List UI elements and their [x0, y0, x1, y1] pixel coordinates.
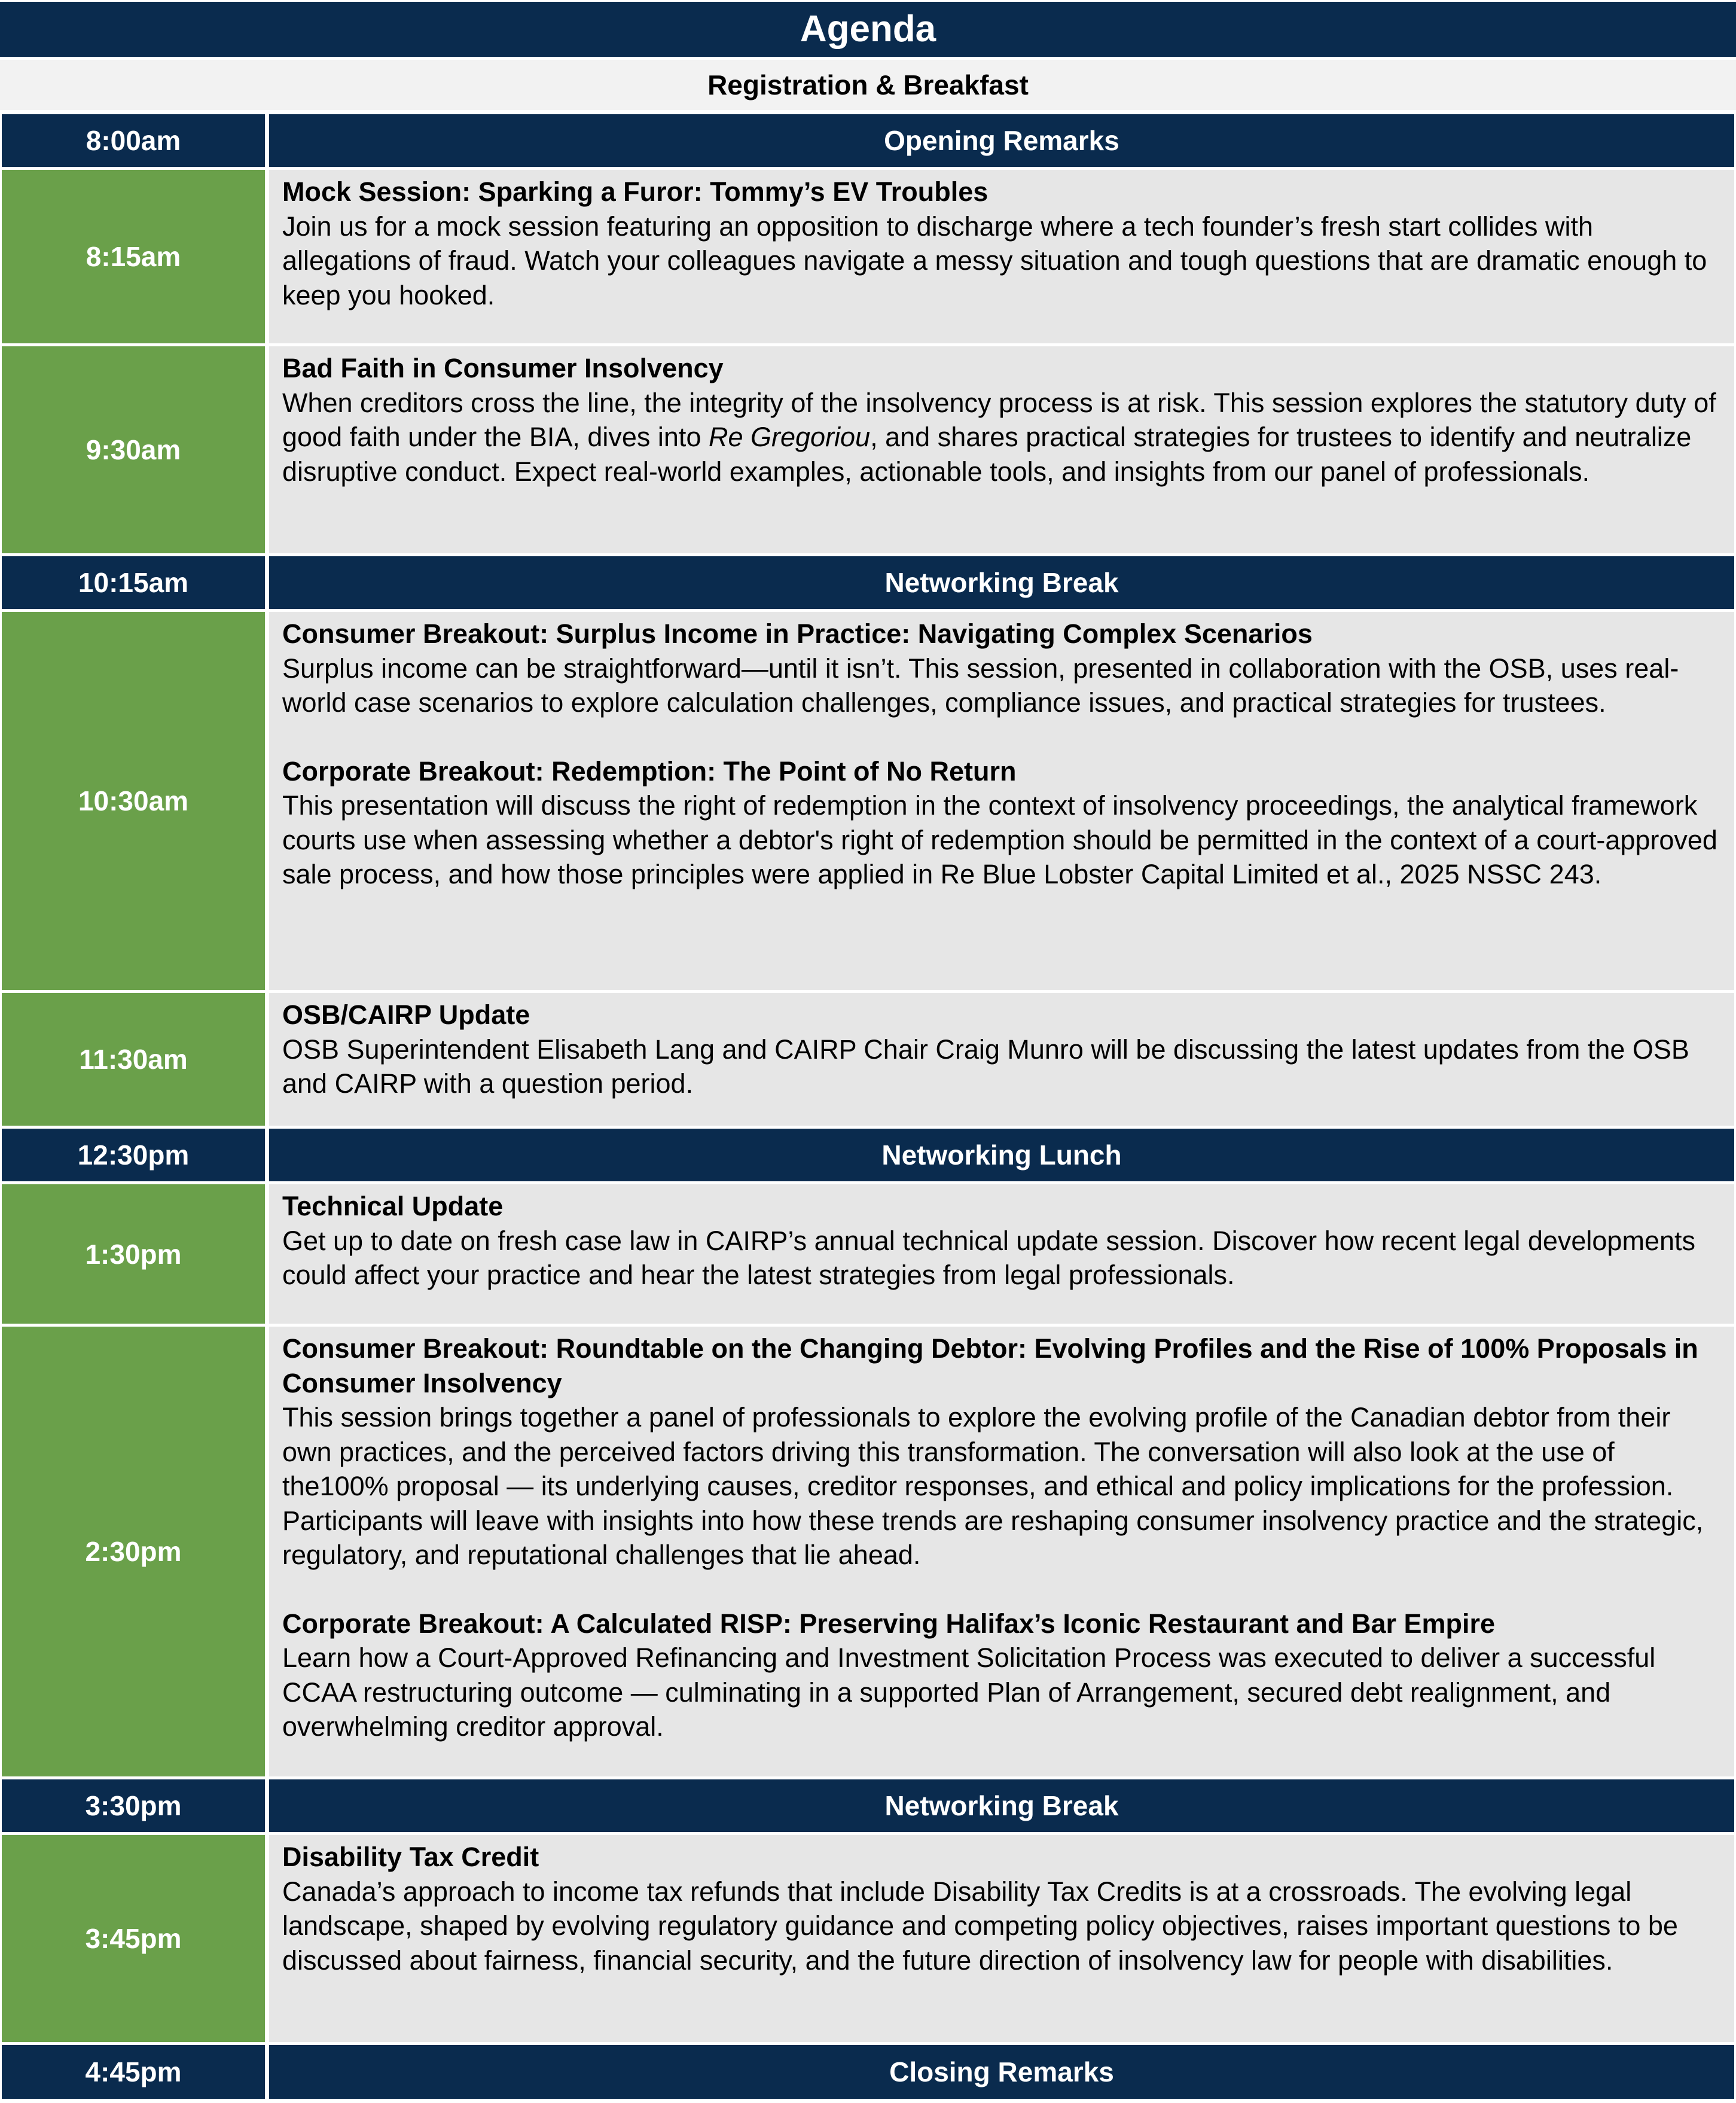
session-title: Technical Update — [282, 1191, 504, 1221]
agenda-row — [0, 1779, 1736, 1832]
agenda-row — [0, 114, 1736, 167]
time-cell: 3:30pm — [2, 1779, 265, 1832]
session-description: This session brings together a panel of professionals to explore the evolving profile of the Canadian debtor from their own practices, and the perceived factors driving this transformation. The conversation will also look at the use of the100% proposal — its underlying causes, creditor responses, and ethical and policy implications for the profession. Participants will leave with insights into how these trends are reshaping consumer insolvency practice and the strategic, regulatory, and reputational challenges that lie ahead. — [282, 1402, 1704, 1570]
case-citation: Re Gregoriou — [708, 422, 871, 452]
session-description: Canada’s approach to income tax refunds that include Disability Tax Credits is at a crossroads. The evolving legal landscape, shaped by evolving regulatory guidance and competing policy objectives, raises important questions to be discussed about fairness, financial security, and the future direction of insolvency law for people with disabilities. — [282, 1876, 1678, 1976]
session-cell — [269, 1184, 1734, 1324]
time-cell: 10:30am — [2, 612, 265, 990]
agenda-title: Agenda — [0, 2, 1736, 57]
session-title: Consumer Breakout: Roundtable on the Changing Debtor: Evolving Profiles and the Rise of 100% Proposals in Consumer Insolvency — [282, 1333, 1698, 1398]
agenda-row — [0, 2045, 1736, 2099]
time-cell: 10:15am — [2, 556, 265, 609]
break-label: Closing Remarks — [269, 2045, 1734, 2099]
agenda-row — [0, 1184, 1736, 1324]
time-cell: 9:30am — [2, 346, 265, 553]
time-cell: 1:30pm — [2, 1184, 265, 1324]
time-cell: 8:00am — [2, 114, 265, 167]
agenda-row — [0, 346, 1736, 553]
session-cell — [269, 1835, 1734, 2042]
time-cell: 8:15am — [2, 170, 265, 343]
agenda-row — [0, 556, 1736, 609]
session-cell — [269, 1327, 1734, 1776]
time-cell: 4:45pm — [2, 2045, 265, 2099]
break-label: Opening Remarks — [269, 114, 1734, 167]
session-description: Join us for a mock session featuring an opposition to discharge where a tech founder’s fresh start collides with allegations of fraud. Watch your colleagues navigate a messy situation and tough questions that are dramatic enough to keep you hooked. — [282, 211, 1707, 310]
session-title: Disability Tax Credit — [282, 1842, 539, 1872]
session-title: Corporate Breakout: Redemption: The Point of No Return — [282, 755, 1017, 787]
session-title: Bad Faith in Consumer Insolvency — [282, 353, 724, 383]
agenda-row — [0, 1129, 1736, 1181]
session-description: This presentation will discuss the right of redemption in the context of insolvency proceedings, the analytical framework courts use when assessing whether a debtor's right of redemption should be permitted in the context of a court-approved sale process, and how those principles were applied in Re Blue Lobster Capital Limited et al., 2025 NSSC 243. — [282, 790, 1717, 889]
session-cell — [269, 612, 1734, 990]
time-cell: 3:45pm — [2, 1835, 265, 2042]
registration-row: Registration & Breakfast — [0, 60, 1736, 110]
time-cell: 11:30am — [2, 993, 265, 1126]
session-cell — [269, 993, 1734, 1126]
session-description: OSB Superintendent Elisabeth Lang and CAIRP Chair Craig Munro will be discussing the latest updates from the OSB and CAIRP with a question period. — [282, 1034, 1689, 1099]
session-description — [282, 386, 1725, 489]
session-description: Surplus income can be straightforward—until it isn’t. This session, presented in collaboration with the OSB, uses real-world case scenarios to explore calculation challenges, compliance issues, and practical strategies for trustees. — [282, 653, 1679, 718]
session-description: Learn how a Court-Approved Refinancing and Investment Solicitation Process was executed to deliver a successful CCAA restructuring outcome — culminating in a supported Plan of Arrangement, secured debt realignment, and overwhelming creditor approval. — [282, 1642, 1656, 1742]
session-title: Mock Session: Sparking a Furor: Tommy’s EV Troubles — [282, 176, 988, 207]
break-label: Networking Break — [269, 1779, 1734, 1832]
session-cell — [269, 346, 1734, 553]
time-cell: 2:30pm — [2, 1327, 265, 1776]
spacer — [282, 1572, 1725, 1607]
session-title: Consumer Breakout: Surplus Income in Practice: Navigating Complex Scenarios — [282, 618, 1313, 649]
break-label: Networking Lunch — [269, 1129, 1734, 1181]
session-description-part: , and shares practical strategies for trustees to identify and neutralize disruptive conduct. Expect real-world examples, actionable tools, and insights from our panel of professionals. — [282, 422, 1692, 487]
session-title: OSB/CAIRP Update — [282, 999, 530, 1030]
session-description-part: When creditors cross the line, the integrity of the insolvency process is at risk. This session explores the statutory duty of good faith under the BIA, dives into — [282, 387, 1716, 452]
agenda-row — [0, 993, 1736, 1126]
session-description: Get up to date on fresh case law in CAIRP’s annual technical update session. Discover how recent legal developments could affect your practice and hear the latest strategies from legal professionals. — [282, 1225, 1696, 1290]
session-title: Corporate Breakout: A Calculated RISP: Preserving Halifax’s Iconic Restaurant and Bar Empire — [282, 1608, 1496, 1639]
agenda-row — [0, 170, 1736, 343]
agenda-row — [0, 1327, 1736, 1776]
spacer — [282, 720, 1725, 754]
session-cell — [269, 170, 1734, 343]
agenda-row — [0, 1835, 1736, 2042]
agenda-row — [0, 612, 1736, 990]
time-cell: 12:30pm — [2, 1129, 265, 1181]
break-label: Networking Break — [269, 556, 1734, 609]
